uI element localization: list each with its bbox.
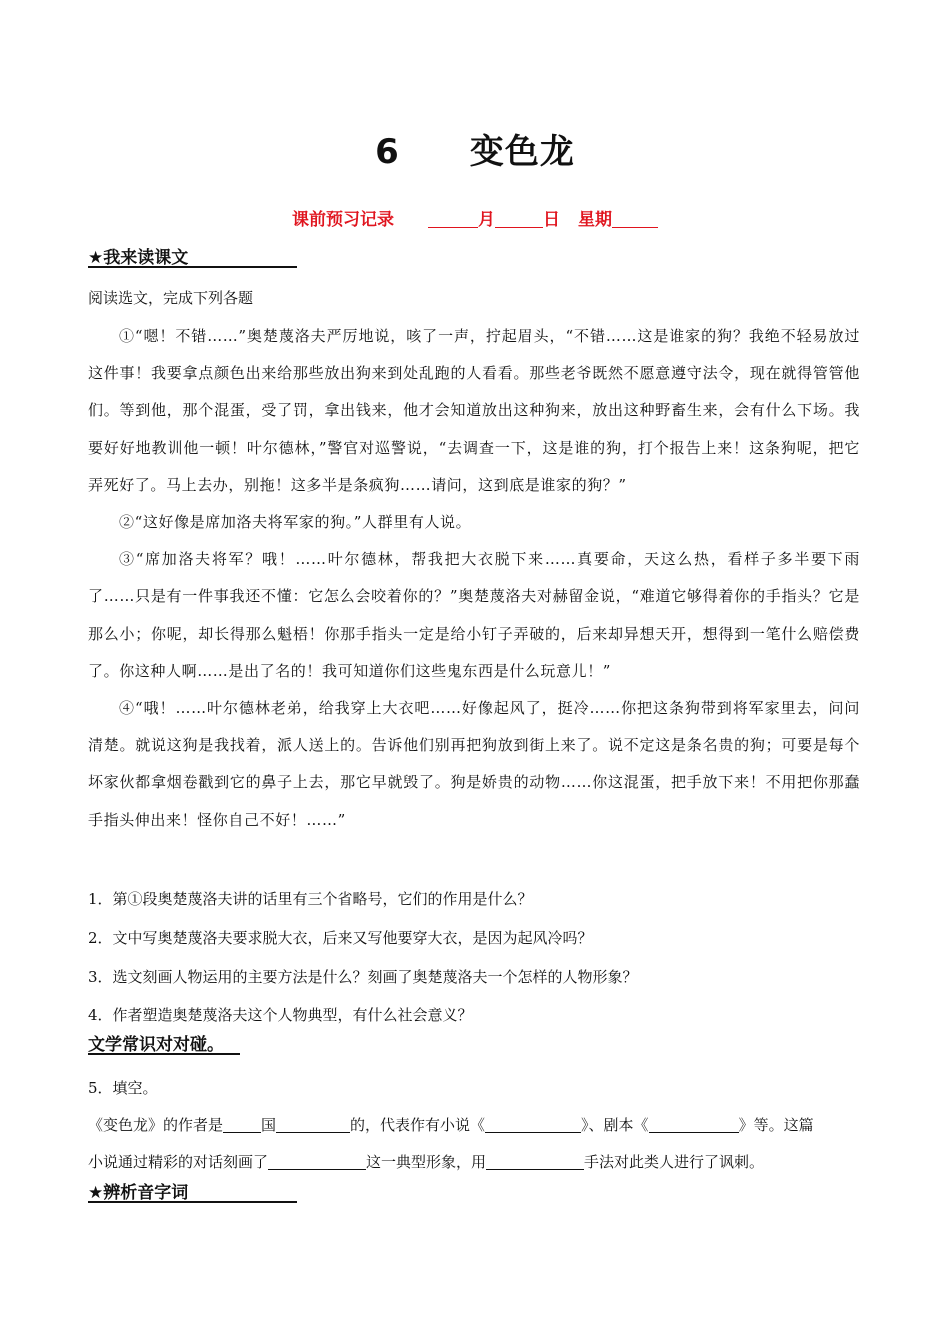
question-4: 4．作者塑造奥楚蔑洛夫这个人物典型，有什么社会意义？	[88, 1006, 473, 1025]
question-3: 3．选文刻画人物运用的主要方法是什么？刻画了奥楚蔑洛夫一个怎样的人物形象？	[88, 967, 638, 986]
section-reading: ★我来读课文	[88, 243, 297, 268]
blank-author[interactable]	[276, 1117, 350, 1133]
question-list	[88, 880, 860, 1035]
month-blank[interactable]	[428, 211, 478, 228]
paragraph-1: ①“嗯！不错……”奥楚蔑洛夫严厉地说，咳了一声，拧起眉头，“不错……这是谁家的狗？我绝不轻易放过这件事！我要拿点颜色出来给那些放出狗来到处乱跑的人看看。那些老爷既然不愿意遵守法令，现在就得管管他们。等到他，那个混蛋，受了罚，拿出钱来，他才会知道放出这种狗来，放出这种野畜生来，会有什么下场。我要好好地教训他一顿！叶尔德林，”警官对巡警说，“去调查一下，这是谁的狗，打个报告上来！这条狗呢，把它弄死好了。马上去办，别拖！这多半是条疯狗……请问，这到底是谁家的狗？”	[88, 327, 860, 494]
lesson-name: 变色龙	[469, 132, 575, 172]
question-5: 5．填空。	[88, 1079, 158, 1097]
question-2: 2．文中写奥楚蔑洛夫要求脱大衣，后来又写他要穿大衣，是因为起风冷吗？	[88, 928, 593, 947]
blank-novel[interactable]	[485, 1117, 581, 1133]
fill-text: 》等。这篇	[738, 1116, 814, 1134]
fill-text: 手法对此类人进行了讽刺。	[584, 1153, 765, 1171]
fill-in-blank	[88, 1070, 868, 1181]
fill-line-1	[88, 1107, 868, 1144]
reading-passage	[88, 318, 860, 839]
blank-technique[interactable]	[486, 1154, 584, 1170]
reading-intro: 阅读选文，完成下列各题	[88, 289, 254, 307]
section-literature: 文学常识对对碰。	[88, 1030, 240, 1055]
fill-text: 这一典型形象，用	[366, 1153, 487, 1171]
record-weekday: 星期	[578, 210, 612, 230]
fill-text: 》、剧本《	[581, 1116, 649, 1134]
weekday-blank[interactable]	[612, 211, 658, 228]
fill-line-2	[88, 1144, 868, 1181]
record-day: 日	[543, 210, 560, 230]
paragraph-2: ②“这好像是席加洛夫将军家的狗。”人群里有人说。	[119, 513, 472, 532]
record-month: 月	[478, 210, 495, 230]
blank-image[interactable]	[268, 1154, 366, 1170]
fill-text: 《变色龙》的作者是	[88, 1116, 224, 1134]
blank-play[interactable]	[649, 1117, 739, 1133]
question-1: 1．第①段奥楚蔑洛夫讲的话里有三个省略号，它们的作用是什么？	[88, 890, 533, 908]
fill-text: 的，代表作有小说《	[350, 1116, 486, 1134]
day-blank[interactable]	[495, 211, 543, 228]
record-label: 课前预习记录	[292, 210, 394, 230]
lesson-number: 6	[375, 132, 400, 172]
blank-country[interactable]	[223, 1117, 261, 1133]
lesson-title	[0, 124, 950, 173]
preview-record	[0, 205, 950, 230]
paragraph-4: ④“哦！……叶尔德林老弟，给我穿上大衣吧……好像起风了，挺冷……你把这条狗带到将军家里去，问问清楚。就说这狗是我找着，派人送上的。告诉他们别再把狗放到街上来了。说不定这是条名贵的狗；可要是每个坏家伙都拿烟卷戳到它的鼻子上去，那它早就毁了。狗是娇贵的动物……你这混蛋，把手放下来！不用把你那蠢手指头伸出来！怪你自己不好！……”	[88, 699, 860, 829]
fill-text: 小说通过精彩的对话刻画了	[88, 1153, 269, 1171]
section-words: ★辨析音字词	[88, 1178, 297, 1203]
fill-text: 国	[261, 1116, 277, 1134]
paragraph-3: ③“席加洛夫将军？哦！……叶尔德林，帮我把大衣脱下来……真要命，天这么热，看样子多半要下雨了……只是有一件事我还不懂：它怎么会咬着你的？”奥楚蔑洛夫对赫留金说，“难道它够得着你的手指头？它是那么小；你呢，却长得那么魁梧！你那手指头一定是给小钉子弄破的，后来却异想天开，想得到一笔什么赔偿费了。你这种人啊……是出了名的！我可知道你们这些鬼东西是什么玩意儿！”	[88, 550, 860, 680]
